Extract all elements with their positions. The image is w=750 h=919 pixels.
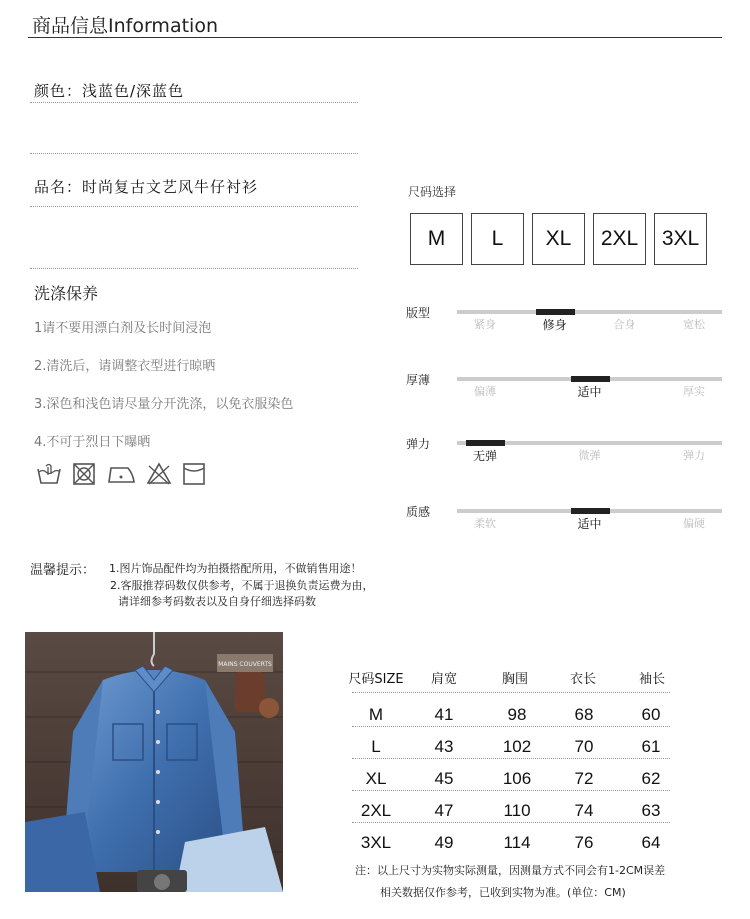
attribute-option: 厚实 <box>683 385 705 398</box>
size-table-divider <box>352 758 670 759</box>
size-table-header: 袖长 <box>638 672 666 687</box>
tip-line: 1.图片饰品配件均为拍摄搭配所用，不做销售用途！ <box>109 562 362 575</box>
size-table-cell: XL <box>365 769 387 788</box>
section-title: 商品信息Information <box>32 15 218 37</box>
size-table-divider <box>352 822 670 823</box>
no-bleach-icon <box>146 462 172 486</box>
size-table-cell: 72 <box>574 769 594 788</box>
size-table-header: 胸围 <box>501 672 529 687</box>
attribute-label: 厚薄 <box>406 373 431 387</box>
care-item: 1请不要用漂白剂及长时间浸泡 <box>34 321 212 336</box>
attribute-selected-marker <box>571 508 610 514</box>
size-table-cell: 2XL <box>360 801 392 820</box>
attribute-scale-bar <box>457 509 722 513</box>
section-header <box>28 8 722 38</box>
iron-low-icon <box>106 462 136 486</box>
size-table-cell: 106 <box>502 769 532 788</box>
wall-sign-text: MAINS COUVERTS <box>218 661 272 668</box>
size-table-divider <box>352 692 670 693</box>
size-table-cell: 62 <box>641 769 661 788</box>
size-table-cell: 98 <box>507 705 527 724</box>
product-photo <box>25 632 283 892</box>
attribute-option: 弹力 <box>683 449 705 462</box>
size-table-cell: 110 <box>503 801 531 820</box>
color-field: 颜色：浅蓝色/深蓝色 <box>34 82 185 100</box>
attribute-option: 偏硬 <box>683 517 705 530</box>
divider <box>30 268 358 269</box>
size-table-cell: 47 <box>434 801 454 820</box>
care-icons <box>36 462 206 486</box>
size-option-l[interactable]: L <box>471 213 524 265</box>
care-title: 洗涤保养 <box>34 284 99 303</box>
size-note: 注：以上尺寸为实物实际测量，因测量方式不同会有1-2CM误差 <box>355 864 666 877</box>
product-name-field: 品名：时尚复古文艺风牛仔衬衫 <box>34 178 259 196</box>
size-table-cell: 74 <box>574 801 594 820</box>
size-table-header: 衣长 <box>569 672 597 687</box>
attribute-label: 质感 <box>406 505 431 519</box>
size-option-m[interactable]: M <box>410 213 463 265</box>
size-option-xl[interactable]: XL <box>532 213 585 265</box>
attribute-option: 宽松 <box>683 318 705 331</box>
attribute-option: 修身 <box>542 318 567 332</box>
no-tumble-dry-icon <box>72 462 96 486</box>
size-table-header: 尺码SIZE <box>348 672 404 687</box>
attribute-option: 偏薄 <box>474 385 496 398</box>
size-table-header: 肩宽 <box>430 672 458 687</box>
size-table-cell: 43 <box>434 737 454 756</box>
size-table-cell: L <box>371 737 381 756</box>
attribute-scale-bar <box>457 310 722 314</box>
care-item: 3.深色和浅色请尽量分开洗涤，以免衣服染色 <box>34 397 294 412</box>
size-table-cell: 76 <box>574 833 594 852</box>
attribute-option: 合身 <box>613 318 636 331</box>
attribute-option: 柔软 <box>474 517 496 530</box>
care-item: 4.不可于烈日下曝晒 <box>34 435 151 450</box>
attribute-option: 适中 <box>577 385 602 399</box>
tip-line: 2.客服推荐码数仅供参考，不属于退换负责运费为由， <box>110 579 374 592</box>
size-table-cell: 114 <box>503 833 531 852</box>
size-table-cell: M <box>368 705 384 724</box>
size-table-cell: 68 <box>574 705 594 724</box>
size-table-cell: 49 <box>434 833 454 852</box>
size-table-cell: 41 <box>434 705 454 724</box>
size-table-cell: 61 <box>641 737 661 756</box>
size-table-cell: 45 <box>434 769 454 788</box>
attribute-scale-bar <box>457 377 722 381</box>
divider <box>30 102 358 103</box>
divider <box>30 206 358 207</box>
size-table-cell: 102 <box>502 737 532 756</box>
divider <box>30 153 358 154</box>
attribute-option: 微弹 <box>578 449 601 462</box>
hang-dry-icon <box>182 462 206 486</box>
attribute-selected-marker <box>466 440 505 446</box>
attribute-label: 版型 <box>406 306 431 320</box>
care-item: 2.清洗后，请调整衣型进行晾晒 <box>34 359 216 374</box>
size-table-cell: 3XL <box>360 833 392 852</box>
size-table-cell: 64 <box>641 833 661 852</box>
size-option-3xl[interactable]: 3XL <box>654 213 707 265</box>
size-option-2xl[interactable]: 2XL <box>593 213 646 265</box>
attribute-selected-marker <box>536 309 575 315</box>
attribute-label: 弹力 <box>406 437 431 451</box>
size-select-title: 尺码选择 <box>408 185 457 199</box>
size-table-cell: 60 <box>641 705 661 724</box>
attribute-scale-bar <box>457 441 722 445</box>
attribute-option: 适中 <box>577 517 602 531</box>
attribute-selected-marker <box>571 376 610 382</box>
attribute-option: 紧身 <box>474 318 496 331</box>
hand-wash-icon <box>36 462 62 486</box>
size-table-divider <box>352 790 670 791</box>
tips-label: 温馨提示： <box>30 563 96 578</box>
size-table-cell: 63 <box>641 801 661 820</box>
size-note: 相关数据仅作参考，已收到实物为准。(单位：CM) <box>380 886 626 899</box>
size-table-divider <box>352 726 670 727</box>
attribute-option: 无弹 <box>472 449 498 463</box>
tip-line: 请详细参考码数表以及自身仔细选择码数 <box>118 595 316 608</box>
size-table-cell: 70 <box>574 737 594 756</box>
